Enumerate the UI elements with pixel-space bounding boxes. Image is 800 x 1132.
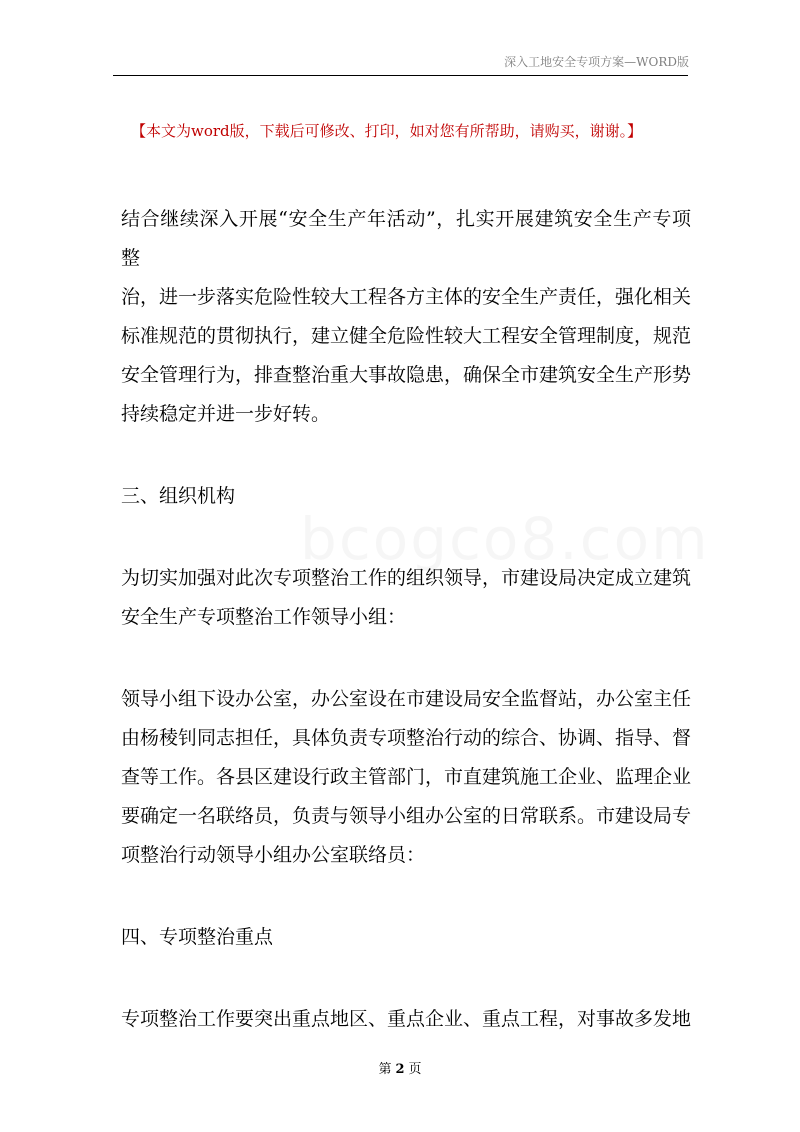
section-heading-organization: 三、组织机构 bbox=[121, 485, 236, 507]
purchase-notice: 【本文为word版，下载后可修改、打印，如对您有所帮助，请购买，谢谢。】 bbox=[131, 122, 643, 140]
text-line: 查等工作。各县区建设行政主管部门，市直建筑施工企业、监理企业 bbox=[121, 766, 692, 788]
paragraph-leadership-group bbox=[121, 559, 691, 637]
text-line: 专项整治工作要突出重点地区、重点企业、重点工程，对事故多发地 bbox=[121, 1008, 692, 1030]
header-divider bbox=[113, 75, 688, 76]
text-line: 安全生产专项整治工作领导小组： bbox=[121, 606, 407, 628]
text-line: 安全管理行为，排查整治重大事故隐患，确保全市建筑安全生产形势 bbox=[121, 364, 692, 386]
page-number: 2 bbox=[395, 1062, 405, 1077]
document-header-title: 深入工地安全专项方案—WORD版 bbox=[504, 55, 689, 69]
text-line: 项整治行动领导小组办公室联络员： bbox=[121, 844, 426, 866]
text-line: 持续稳定并进一步好转。 bbox=[121, 403, 331, 425]
document-body bbox=[121, 200, 691, 1039]
text-line: 要确定一名联络员，负责与领导小组办公室的日常联系。市建设局专 bbox=[121, 805, 692, 827]
paragraph-focus bbox=[121, 1000, 691, 1039]
text-line: 结合继续深入开展“安全生产年活动”，扎实开展建筑安全生产专项整 bbox=[121, 208, 691, 269]
page-footer bbox=[0, 1058, 800, 1077]
section-heading-focus: 四、专项整治重点 bbox=[121, 926, 274, 948]
text-line: 为切实加强对此次专项整治工作的组织领导，市建设局决定成立建筑 bbox=[121, 567, 692, 589]
footer-prefix: 第 bbox=[378, 1062, 392, 1077]
text-line: 领导小组下设办公室，办公室设在市建设局安全监督站，办公室主任 bbox=[121, 688, 692, 710]
footer-suffix: 页 bbox=[408, 1062, 422, 1077]
paragraph-objectives bbox=[121, 200, 691, 434]
paragraph-office bbox=[121, 680, 691, 875]
text-line: 标准规范的贯彻执行，建立健全危险性较大工程安全管理制度，规范 bbox=[121, 325, 692, 347]
text-line: 治，进一步落实危险性较大工程各方主体的安全生产责任，强化相关 bbox=[121, 286, 692, 308]
text-line: 由杨稜钊同志担任，具体负责专项整治行动的综合、协调、指导、督 bbox=[121, 727, 692, 749]
